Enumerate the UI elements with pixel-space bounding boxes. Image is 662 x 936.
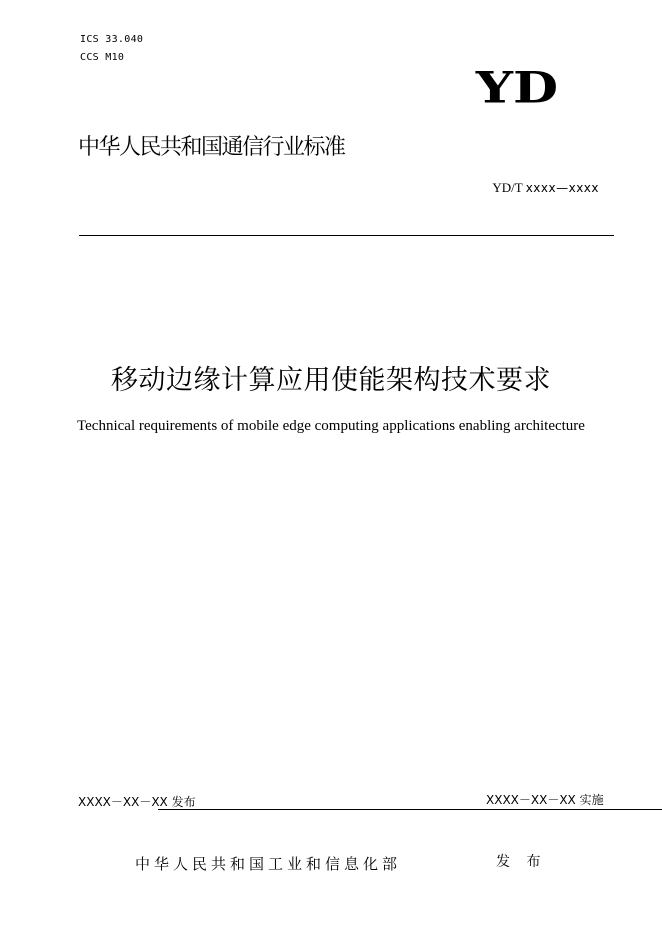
standard-number-value: xxxx—xxxx (525, 181, 599, 195)
document-title-cn: 移动边缘计算应用使能架构技术要求 (111, 365, 551, 396)
issue-word: 发 布 (496, 854, 547, 870)
standard-category: 中华人民共和国通信行业标准 (78, 135, 345, 160)
document-title-en: Technical requirements of mobile edge computing applications enabling architecture (77, 418, 585, 434)
ccs-code: CCS M10 (80, 52, 125, 63)
issuer-name: 中华人民共和国工业和信息化部 (135, 855, 402, 873)
svg-text:YD: YD (475, 62, 559, 110)
publish-date: XXXX－XX－XX 发布 (78, 795, 196, 809)
standard-number-prefix: YD/T (492, 180, 526, 195)
ics-code: ICS 33.040 (80, 34, 144, 45)
implement-date: XXXX－XX－XX 实施 (486, 793, 604, 807)
top-divider (79, 235, 614, 236)
standard-number (492, 180, 599, 196)
bottom-divider (158, 809, 662, 810)
yd-logo (452, 58, 582, 110)
